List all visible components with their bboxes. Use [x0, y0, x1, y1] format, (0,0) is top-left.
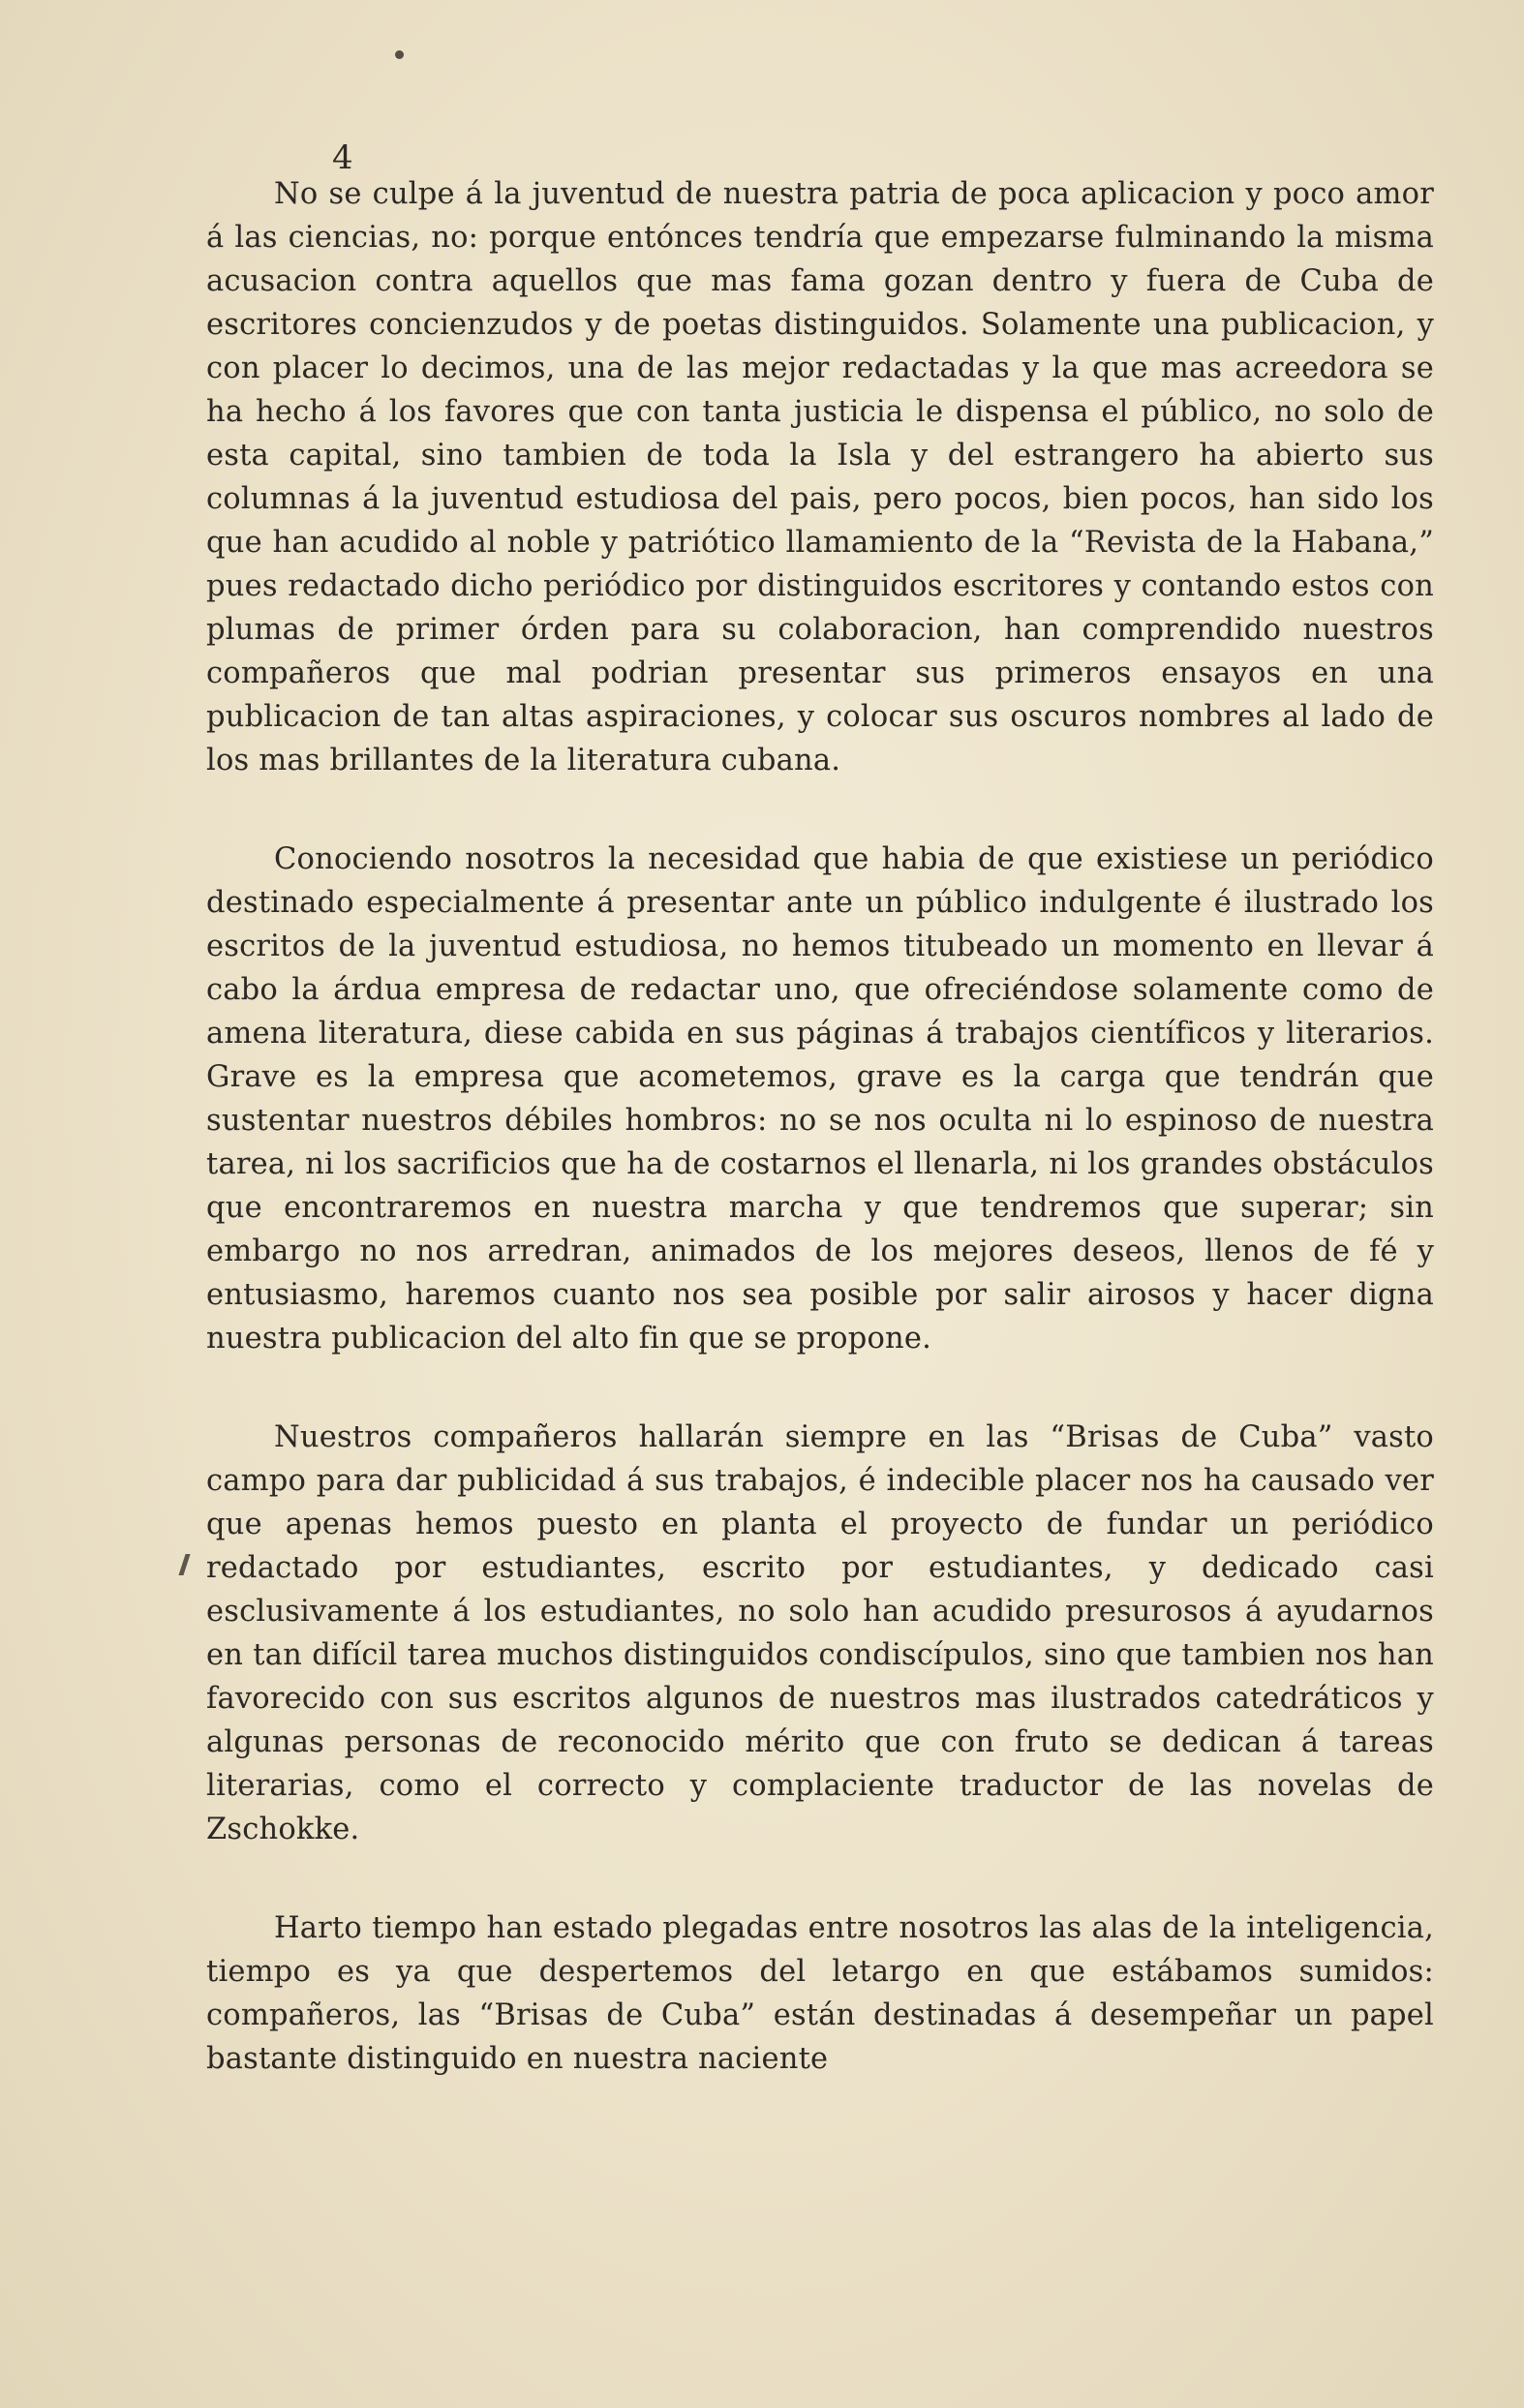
margin-mark [178, 1554, 190, 1575]
paragraph-4: Harto tiempo han estado plegadas entre nosotros las alas de la inteligencia, tiempo es ya que despertemos del letargo en que estábamos sumidos: compañeros, las “Brisas de Cuba” están destinadas á desempeñar un papel bastante distinguido en nuestra naciente [206, 1911, 1434, 2076]
paragraph-1: No se culpe á la juventud de nuestra patria de poca aplicacion y poco amor á las ciencias, no: porque entónces tendría que empezarse fulminando la misma acusacion contra aquellos que mas fama gozan dentro y fuera de Cuba de escritores concienzudos y de poetas distinguidos. Solamente una publicacion, y con placer lo decimos, una de las mejor redactadas y la que mas acreedora se ha hecho á los favores que con tanta justicia le dispensa el público, no solo de esta capital, sino tambien de toda la Isla y del estrangero ha abierto sus columnas á la juventud estudiosa del pais, pero pocos, bien pocos, han sido los que han acudido al noble y patriótico llamamiento de la “Revista de la Habana,” pues redactado dicho periódico por distinguidos escritores y contando estos con plumas de primer órden para su colaboracion, han comprendido nuestros compañeros que mal podrian presentar sus primeros ensayos en una publicacion de tan altas aspiraciones, y colocar sus oscuros nombres al lado de los mas brillantes de la literatura cubana. [206, 177, 1434, 777]
paragraph-2: Conociendo nosotros la necesidad que habia de que existiese un periódico destinado especialmente á presentar ante un público indulgente é ilustrado los escritos de la juventud estudiosa, no hemos titubeado un momento en llevar á cabo la árdua empresa de redactar uno, que ofreciéndose solamente como de amena literatura, diese cabida en sus páginas á trabajos científicos y literarios. Grave es la empresa que acometemos, grave es la carga que tendrán que sustentar nuestros débiles hombros: no se nos oculta ni lo espinoso de nuestra tarea, ni los sacrificios que ha de costarnos el llenarla, ni los grandes obstáculos que encontraremos en nuestra marcha y que tendremos que superar; sin embargo no nos arredran, animados de los mejores deseos, llenos de fé y entusiasmo, haremos cuanto nos sea posible por salir airosos y hacer digna nuestra publicacion del alto fin que se propone. [206, 842, 1434, 1356]
page-number: 4 [332, 138, 353, 177]
body-text [206, 172, 1434, 2081]
ink-dot-mark [395, 50, 404, 59]
paragraph-3: Nuestros compañeros hallarán siempre en las “Brisas de Cuba” vasto campo para dar publicidad á sus trabajos, é indecible placer nos ha causado ver que apenas hemos puesto en planta el proyecto de fundar un periódico redactado por estudiantes, escrito por estudiantes, y dedicado casi esclusivamente á los estudiantes, no solo han acudido presurosos á ayudarnos en tan difícil tarea muchos distinguidos condiscípulos, sino que tambien nos han favorecido con sus escritos algunos de nuestros mas ilustrados catedráticos y algunas personas de reconocido mérito que con fruto se dedican á tareas literarias, como el correcto y complaciente traductor de las novelas de Zschokke. [206, 1420, 1434, 1846]
